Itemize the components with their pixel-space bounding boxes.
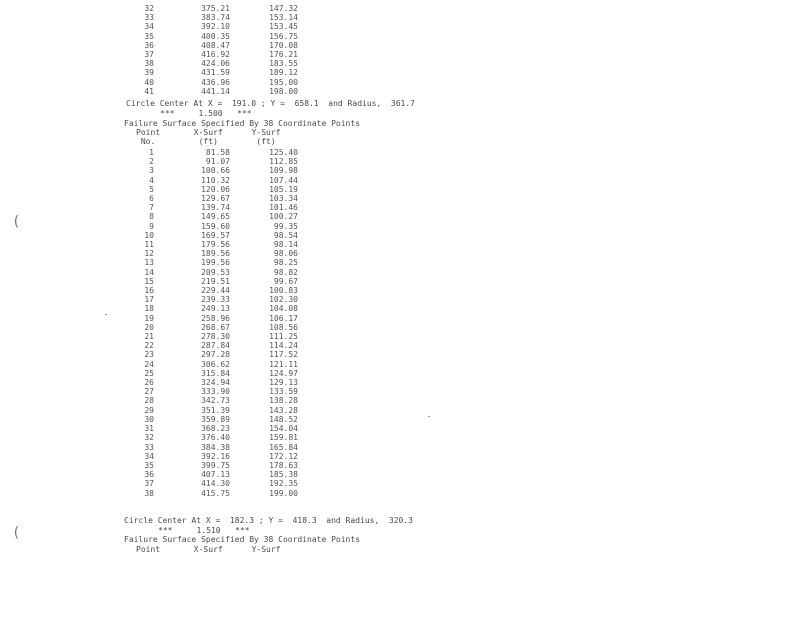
table-cell-point: 34 xyxy=(144,451,154,461)
table-cell-point: 13 xyxy=(144,258,154,268)
table-cell-point: 33 xyxy=(144,13,154,23)
table-cell-y-surf: 189.12 xyxy=(269,68,298,78)
table-cell-point: 24 xyxy=(144,359,154,369)
table-cell-point: 10 xyxy=(144,230,154,240)
table-cell-x-surf: 149.65 xyxy=(201,212,230,222)
table-cell-y-surf: 165.84 xyxy=(269,442,298,452)
table-cell-y-surf: 98.06 xyxy=(273,249,298,259)
table-cell-point: 20 xyxy=(144,322,154,332)
table-cell-y-surf: 100.83 xyxy=(269,286,298,296)
block1-point-column xyxy=(128,4,154,96)
table-cell-point: 30 xyxy=(144,414,154,424)
table-cell-x-surf: 229.44 xyxy=(201,286,230,296)
table-cell-x-surf: 219.51 xyxy=(201,276,230,286)
block1-x-surf-column xyxy=(188,4,230,96)
table-cell-y-surf: 159.81 xyxy=(269,433,298,443)
table-cell-x-surf: 375.21 xyxy=(201,4,230,13)
table-cell-point: 29 xyxy=(144,405,154,415)
table-cell-point: 36 xyxy=(144,470,154,480)
table-cell-y-surf: 124.97 xyxy=(269,368,298,378)
table-cell-x-surf: 415.75 xyxy=(201,488,230,498)
table-cell-point: 35 xyxy=(144,31,154,41)
table-cell-x-surf: 399.75 xyxy=(201,460,230,470)
table-cell-x-surf: 431.59 xyxy=(201,68,230,78)
table-cell-y-surf: 101.46 xyxy=(269,203,298,213)
table-cell-point: 28 xyxy=(144,396,154,406)
block2-point-column xyxy=(128,148,154,498)
table-cell-x-surf: 368.23 xyxy=(201,424,230,434)
table-cell-x-surf: 159.60 xyxy=(201,221,230,231)
table-cell-y-surf: 98.82 xyxy=(273,267,298,277)
table-cell-point: 6 xyxy=(149,194,154,204)
block1-factor-of-safety: *** 1.500 *** xyxy=(160,109,252,118)
table-cell-y-surf: 114.24 xyxy=(269,341,298,351)
table-cell-x-surf: 407.13 xyxy=(201,470,230,480)
table-cell-x-surf: 249.13 xyxy=(201,304,230,314)
table-cell-y-surf: 147.32 xyxy=(269,4,298,13)
table-cell-point: 33 xyxy=(144,442,154,452)
table-cell-x-surf: 297.28 xyxy=(201,350,230,360)
table-cell-point: 36 xyxy=(144,40,154,50)
block2-title: Failure Surface Specified By 38 Coordinate Points xyxy=(124,119,361,128)
table-cell-point: 35 xyxy=(144,460,154,470)
table-cell-point: 38 xyxy=(144,59,154,69)
table-cell-y-surf: 192.35 xyxy=(269,479,298,489)
table-cell-y-surf: 183.55 xyxy=(269,59,298,69)
table-cell-y-surf: 138.28 xyxy=(269,396,298,406)
block1-y-surf-column xyxy=(256,4,298,96)
table-cell-x-surf: 209.53 xyxy=(201,267,230,277)
table-cell-y-surf: 143.28 xyxy=(269,405,298,415)
table-cell-point: 32 xyxy=(144,4,154,13)
table-cell-y-surf: 99.35 xyxy=(273,221,298,231)
table-cell-x-surf: 392.10 xyxy=(201,22,230,32)
table-cell-x-surf: 169.57 xyxy=(201,230,230,240)
table-cell-point: 17 xyxy=(144,295,154,305)
table-cell-point: 18 xyxy=(144,304,154,314)
table-cell-point: 26 xyxy=(144,378,154,388)
table-cell-point: 15 xyxy=(144,276,154,286)
table-cell-y-surf: 148.52 xyxy=(269,414,298,424)
table-cell-y-surf: 185.38 xyxy=(269,470,298,480)
block2-x-surf-column xyxy=(188,148,230,498)
table-cell-x-surf: 315.84 xyxy=(201,368,230,378)
table-cell-point: 3 xyxy=(149,166,154,176)
table-cell-x-surf: 400.35 xyxy=(201,31,230,41)
table-cell-y-surf: 133.59 xyxy=(269,387,298,397)
table-cell-x-surf: 91.07 xyxy=(205,157,230,167)
table-cell-x-surf: 81.58 xyxy=(205,148,230,157)
table-cell-point: 14 xyxy=(144,267,154,277)
table-cell-x-surf: 424.06 xyxy=(201,59,230,69)
table-cell-x-surf: 239.33 xyxy=(201,295,230,305)
table-cell-point: 1 xyxy=(149,148,154,157)
punch-hole-mark-lower: ( xyxy=(12,525,21,541)
table-cell-x-surf: 306.62 xyxy=(201,359,230,369)
table-cell-point: 9 xyxy=(149,221,154,231)
table-cell-y-surf: 178.63 xyxy=(269,460,298,470)
table-cell-point: 31 xyxy=(144,424,154,434)
table-cell-point: 34 xyxy=(144,22,154,32)
table-cell-y-surf: 156.75 xyxy=(269,31,298,41)
table-cell-point: 32 xyxy=(144,433,154,443)
table-cell-y-surf: 153.45 xyxy=(269,22,298,32)
table-cell-y-surf: 121.11 xyxy=(269,359,298,369)
table-cell-y-surf: 129.13 xyxy=(269,378,298,388)
table-cell-y-surf: 98.54 xyxy=(273,230,298,240)
table-cell-x-surf: 441.14 xyxy=(201,86,230,96)
table-cell-y-surf: 105.19 xyxy=(269,184,298,194)
table-cell-point: 8 xyxy=(149,212,154,222)
table-cell-point: 27 xyxy=(144,387,154,397)
table-cell-x-surf: 120.06 xyxy=(201,184,230,194)
table-cell-x-surf: 199.56 xyxy=(201,258,230,268)
table-cell-y-surf: 198.00 xyxy=(269,86,298,96)
table-cell-x-surf: 278.30 xyxy=(201,332,230,342)
table-cell-x-surf: 324.94 xyxy=(201,378,230,388)
table-cell-x-surf: 351.39 xyxy=(201,405,230,415)
punch-hole-mark-upper: ( xyxy=(12,214,21,230)
table-cell-point: 12 xyxy=(144,249,154,259)
table-cell-y-surf: 153.14 xyxy=(269,13,298,23)
table-cell-point: 39 xyxy=(144,68,154,78)
table-cell-y-surf: 100.27 xyxy=(269,212,298,222)
table-cell-point: 16 xyxy=(144,286,154,296)
table-cell-y-surf: 107.44 xyxy=(269,175,298,185)
table-cell-y-surf: 104.08 xyxy=(269,304,298,314)
table-cell-y-surf: 170.08 xyxy=(269,40,298,50)
table-cell-point: 4 xyxy=(149,175,154,185)
block2-header-row2: No. (ft) (ft) xyxy=(136,137,276,146)
table-cell-x-surf: 414.30 xyxy=(201,479,230,489)
scan-speck xyxy=(105,314,107,315)
table-cell-y-surf: 103.34 xyxy=(269,194,298,204)
table-cell-y-surf: 195.00 xyxy=(269,77,298,87)
block3-header-row1: Point X-Surf Y-Surf xyxy=(136,545,281,554)
table-cell-x-surf: 287.84 xyxy=(201,341,230,351)
table-cell-y-surf: 176.21 xyxy=(269,50,298,60)
table-cell-x-surf: 333.90 xyxy=(201,387,230,397)
table-cell-y-surf: 125.40 xyxy=(269,148,298,157)
table-cell-y-surf: 106.17 xyxy=(269,313,298,323)
table-cell-x-surf: 268.67 xyxy=(201,322,230,332)
table-cell-point: 5 xyxy=(149,184,154,194)
table-cell-x-surf: 376.40 xyxy=(201,433,230,443)
block2-factor-of-safety: *** 1.510 *** xyxy=(158,526,250,535)
table-cell-y-surf: 154.04 xyxy=(269,424,298,434)
table-cell-y-surf: 99.67 xyxy=(273,276,298,286)
table-cell-point: 7 xyxy=(149,203,154,213)
block3-title: Failure Surface Specified By 38 Coordinate Points xyxy=(124,535,361,544)
table-cell-y-surf: 98.25 xyxy=(273,258,298,268)
table-cell-x-surf: 139.74 xyxy=(201,203,230,213)
table-cell-y-surf: 111.25 xyxy=(269,332,298,342)
table-cell-point: 38 xyxy=(144,488,154,498)
table-cell-point: 37 xyxy=(144,50,154,60)
table-cell-x-surf: 129.67 xyxy=(201,194,230,204)
table-cell-y-surf: 199.00 xyxy=(269,488,298,498)
table-cell-point: 25 xyxy=(144,368,154,378)
block1-circle-center-line: Circle Center At X = 191.0 ; Y = 658.1 and Radius, 361.7 xyxy=(126,99,415,108)
table-cell-point: 37 xyxy=(144,479,154,489)
table-cell-y-surf: 109.98 xyxy=(269,166,298,176)
table-cell-x-surf: 179.56 xyxy=(201,240,230,250)
table-cell-point: 19 xyxy=(144,313,154,323)
table-cell-x-surf: 359.89 xyxy=(201,414,230,424)
table-cell-point: 2 xyxy=(149,157,154,167)
table-cell-x-surf: 383.74 xyxy=(201,13,230,23)
table-cell-x-surf: 110.32 xyxy=(201,175,230,185)
table-cell-y-surf: 112.85 xyxy=(269,157,298,167)
table-cell-y-surf: 117.52 xyxy=(269,350,298,360)
block2-circle-center-line: Circle Center At X = 182.3 ; Y = 418.3 and Radius, 320.3 xyxy=(124,516,413,525)
table-cell-x-surf: 392.16 xyxy=(201,451,230,461)
table-cell-y-surf: 102.30 xyxy=(269,295,298,305)
table-cell-x-surf: 408.47 xyxy=(201,40,230,50)
block2-y-surf-column xyxy=(256,148,298,498)
table-cell-x-surf: 384.38 xyxy=(201,442,230,452)
table-cell-point: 11 xyxy=(144,240,154,250)
table-cell-point: 22 xyxy=(144,341,154,351)
table-cell-x-surf: 416.92 xyxy=(201,50,230,60)
table-cell-x-surf: 100.66 xyxy=(201,166,230,176)
table-cell-y-surf: 172.12 xyxy=(269,451,298,461)
table-cell-x-surf: 342.73 xyxy=(201,396,230,406)
table-cell-point: 21 xyxy=(144,332,154,342)
table-cell-point: 23 xyxy=(144,350,154,360)
scan-speck xyxy=(428,416,430,417)
table-cell-point: 41 xyxy=(144,86,154,96)
table-cell-point: 40 xyxy=(144,77,154,87)
block2-header-row1: Point X-Surf Y-Surf xyxy=(136,128,281,137)
table-cell-y-surf: 98.14 xyxy=(273,240,298,250)
table-cell-y-surf: 108.56 xyxy=(269,322,298,332)
table-cell-x-surf: 258.96 xyxy=(201,313,230,323)
table-cell-x-surf: 189.56 xyxy=(201,249,230,259)
table-cell-x-surf: 436.96 xyxy=(201,77,230,87)
